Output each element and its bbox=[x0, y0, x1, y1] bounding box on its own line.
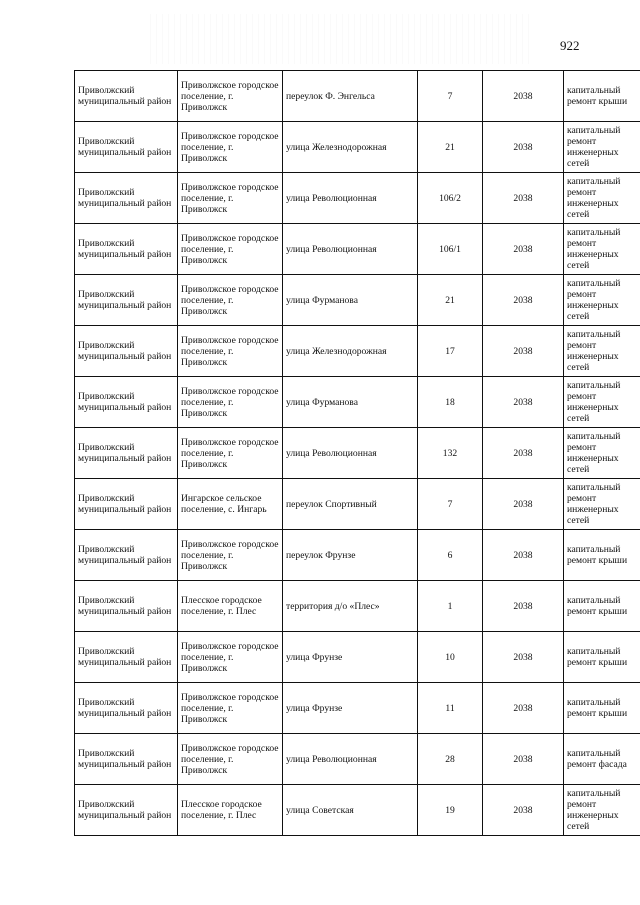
work-type-cell: капитальный ремонт крыши bbox=[564, 530, 640, 581]
year-cell: 2038 bbox=[483, 479, 564, 530]
year-cell: 2038 bbox=[483, 224, 564, 275]
street-cell: улица Железнодорожная bbox=[283, 326, 418, 377]
table-row bbox=[75, 734, 640, 785]
district-cell: Приволжский муниципальный район bbox=[75, 275, 178, 326]
year-cell: 2038 bbox=[483, 173, 564, 224]
district-cell: Приволжский муниципальный район bbox=[75, 173, 178, 224]
street-cell: улица Революционная bbox=[283, 173, 418, 224]
table-row bbox=[75, 377, 640, 428]
district-cell: Приволжский муниципальный район bbox=[75, 785, 178, 836]
house-number-cell: 19 bbox=[418, 785, 483, 836]
work-type-cell: капитальный ремонт крыши bbox=[564, 683, 640, 734]
table-row bbox=[75, 275, 640, 326]
settlement-cell: Приволжское городское поселение, г. Приволжск bbox=[178, 428, 283, 479]
table-row bbox=[75, 785, 640, 836]
street-cell: улица Железнодорожная bbox=[283, 122, 418, 173]
house-number-cell: 21 bbox=[418, 275, 483, 326]
work-type-cell: капитальный ремонт крыши bbox=[564, 581, 640, 632]
house-number-cell: 7 bbox=[418, 479, 483, 530]
year-cell: 2038 bbox=[483, 428, 564, 479]
district-cell: Приволжский муниципальный район bbox=[75, 428, 178, 479]
district-cell: Приволжский муниципальный район bbox=[75, 224, 178, 275]
settlement-cell: Приволжское городское поселение, г. Приволжск bbox=[178, 275, 283, 326]
registry-body bbox=[75, 71, 640, 836]
year-cell: 2038 bbox=[483, 122, 564, 173]
table-row bbox=[75, 683, 640, 734]
house-number-cell: 11 bbox=[418, 683, 483, 734]
settlement-cell: Приволжское городское поселение, г. Приволжск bbox=[178, 377, 283, 428]
district-cell: Приволжский муниципальный район bbox=[75, 122, 178, 173]
district-cell: Приволжский муниципальный район bbox=[75, 734, 178, 785]
settlement-cell: Приволжское городское поселение, г. Приволжск bbox=[178, 734, 283, 785]
street-cell: переулок Ф. Энгельса bbox=[283, 71, 418, 122]
work-type-cell: капитальный ремонт инженерных сетей bbox=[564, 275, 640, 326]
district-cell: Приволжский муниципальный район bbox=[75, 530, 178, 581]
district-cell: Приволжский муниципальный район bbox=[75, 581, 178, 632]
settlement-cell: Приволжское городское поселение, г. Приволжск bbox=[178, 632, 283, 683]
work-type-cell: капитальный ремонт инженерных сетей bbox=[564, 326, 640, 377]
scan-artifact bbox=[150, 14, 530, 64]
house-number-cell: 28 bbox=[418, 734, 483, 785]
work-type-cell: капитальный ремонт инженерных сетей bbox=[564, 428, 640, 479]
settlement-cell: Приволжское городское поселение, г. Приволжск bbox=[178, 173, 283, 224]
street-cell: улица Фрунзе bbox=[283, 683, 418, 734]
year-cell: 2038 bbox=[483, 71, 564, 122]
year-cell: 2038 bbox=[483, 734, 564, 785]
settlement-cell: Плесское городское поселение, г. Плес bbox=[178, 581, 283, 632]
page-number: 922 bbox=[560, 38, 580, 53]
table-row bbox=[75, 224, 640, 275]
table-row bbox=[75, 71, 640, 122]
work-type-cell: капитальный ремонт инженерных сетей bbox=[564, 377, 640, 428]
house-number-cell: 21 bbox=[418, 122, 483, 173]
house-number-cell: 1 bbox=[418, 581, 483, 632]
settlement-cell: Приволжское городское поселение, г. Приволжск bbox=[178, 71, 283, 122]
house-number-cell: 6 bbox=[418, 530, 483, 581]
table-row bbox=[75, 530, 640, 581]
house-number-cell: 132 bbox=[418, 428, 483, 479]
settlement-cell: Приволжское городское поселение, г. Приволжск bbox=[178, 683, 283, 734]
settlement-cell: Приволжское городское поселение, г. Приволжск bbox=[178, 224, 283, 275]
district-cell: Приволжский муниципальный район bbox=[75, 71, 178, 122]
year-cell: 2038 bbox=[483, 275, 564, 326]
work-type-cell: капитальный ремонт инженерных сетей bbox=[564, 785, 640, 836]
house-number-cell: 106/1 bbox=[418, 224, 483, 275]
table-row bbox=[75, 173, 640, 224]
street-cell: улица Фурманова bbox=[283, 377, 418, 428]
district-cell: Приволжский муниципальный район bbox=[75, 632, 178, 683]
work-type-cell: капитальный ремонт инженерных сетей bbox=[564, 173, 640, 224]
year-cell: 2038 bbox=[483, 326, 564, 377]
street-cell: переулок Фрунзе bbox=[283, 530, 418, 581]
street-cell: улица Фрунзе bbox=[283, 632, 418, 683]
table-row bbox=[75, 479, 640, 530]
house-number-cell: 18 bbox=[418, 377, 483, 428]
year-cell: 2038 bbox=[483, 377, 564, 428]
year-cell: 2038 bbox=[483, 581, 564, 632]
work-type-cell: капитальный ремонт инженерных сетей bbox=[564, 224, 640, 275]
settlement-cell: Приволжское городское поселение, г. Приволжск bbox=[178, 122, 283, 173]
street-cell: территория д/о «Плес» bbox=[283, 581, 418, 632]
street-cell: улица Революционная bbox=[283, 734, 418, 785]
street-cell: улица Советская bbox=[283, 785, 418, 836]
house-number-cell: 7 bbox=[418, 71, 483, 122]
table-row bbox=[75, 122, 640, 173]
street-cell: улица Фурманова bbox=[283, 275, 418, 326]
house-number-cell: 10 bbox=[418, 632, 483, 683]
work-type-cell: капитальный ремонт инженерных сетей bbox=[564, 122, 640, 173]
work-type-cell: капитальный ремонт инженерных сетей bbox=[564, 479, 640, 530]
table-row bbox=[75, 581, 640, 632]
street-cell: улица Революционная bbox=[283, 224, 418, 275]
settlement-cell: Приволжское городское поселение, г. Приволжск bbox=[178, 326, 283, 377]
table-row bbox=[75, 632, 640, 683]
settlement-cell: Приволжское городское поселение, г. Приволжск bbox=[178, 530, 283, 581]
table-row bbox=[75, 326, 640, 377]
district-cell: Приволжский муниципальный район bbox=[75, 326, 178, 377]
work-type-cell: капитальный ремонт крыши bbox=[564, 632, 640, 683]
district-cell: Приволжский муниципальный район bbox=[75, 683, 178, 734]
district-cell: Приволжский муниципальный район bbox=[75, 377, 178, 428]
year-cell: 2038 bbox=[483, 530, 564, 581]
table-row bbox=[75, 428, 640, 479]
street-cell: переулок Спортивный bbox=[283, 479, 418, 530]
district-cell: Приволжский муниципальный район bbox=[75, 479, 178, 530]
year-cell: 2038 bbox=[483, 683, 564, 734]
settlement-cell: Ингарское сельское поселение, с. Ингарь bbox=[178, 479, 283, 530]
year-cell: 2038 bbox=[483, 632, 564, 683]
settlement-cell: Плесское городское поселение, г. Плес bbox=[178, 785, 283, 836]
year-cell: 2038 bbox=[483, 785, 564, 836]
house-number-cell: 106/2 bbox=[418, 173, 483, 224]
house-number-cell: 17 bbox=[418, 326, 483, 377]
registry-table bbox=[74, 70, 640, 836]
work-type-cell: капитальный ремонт фасада bbox=[564, 734, 640, 785]
street-cell: улица Революционная bbox=[283, 428, 418, 479]
work-type-cell: капитальный ремонт крыши bbox=[564, 71, 640, 122]
